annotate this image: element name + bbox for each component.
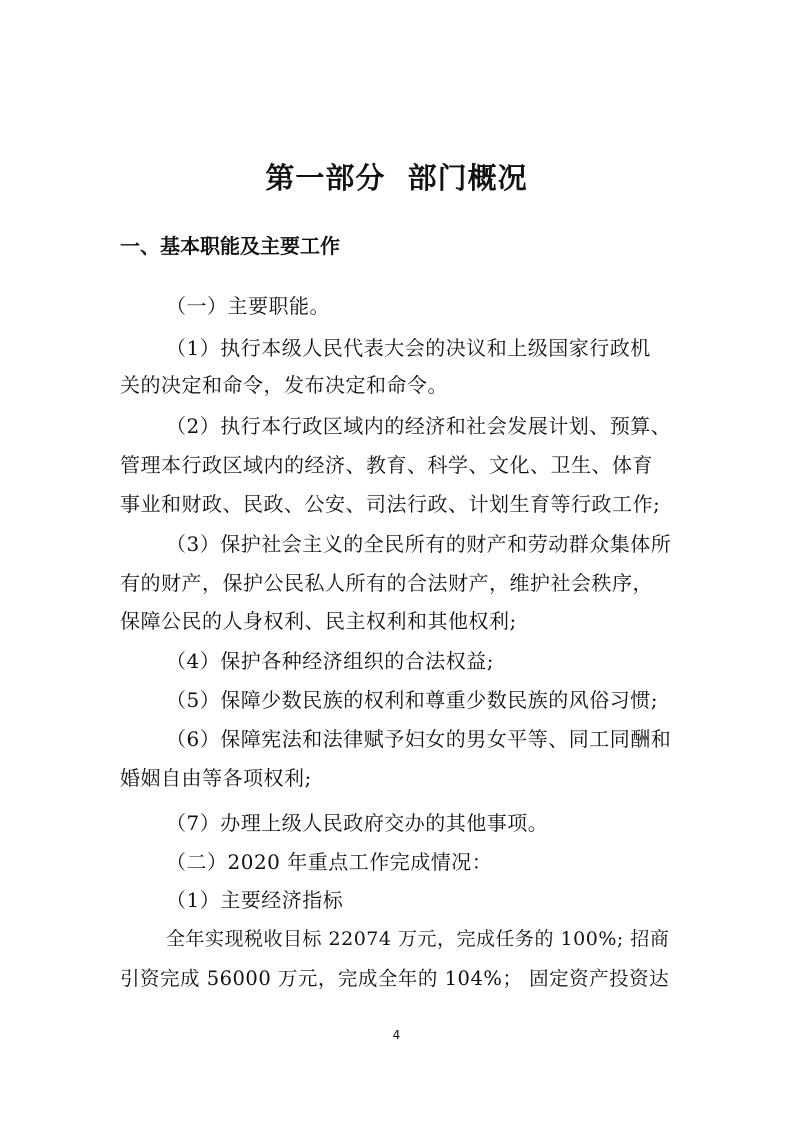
paragraph-line: （6）保障宪法和法律赋予妇女的男女平等、同工同酬和 bbox=[166, 727, 672, 751]
paragraph-line: （1）执行本级人民代表大会的决议和上级国家行政机 bbox=[166, 336, 651, 360]
paragraph-line: 婚姻自由等各项权利; bbox=[120, 766, 312, 790]
paragraph-line: （3）保护社会主义的全民所有的财产和劳动群众集体所 bbox=[166, 532, 672, 556]
paragraph-line: 关的决定和命令，发布决定和命令。 bbox=[120, 373, 448, 397]
paragraph-line: 引资完成 56000 万元，完成全年的 104%； 固定资产投资达 bbox=[120, 967, 670, 990]
paragraph-line: 保障公民的人身权利、民主权利和其他权利; bbox=[120, 609, 517, 633]
paragraph-line: （7）办理上级人民政府交办的其他事项。 bbox=[166, 811, 549, 835]
page-title: 第一部分 部门概况 bbox=[265, 161, 528, 195]
paragraph-line: 管理本行政区域内的经济、教育、科学、文化、卫生、体育 bbox=[120, 453, 653, 477]
section-heading: 一、基本职能及主要工作 bbox=[120, 234, 340, 258]
paragraph-line: （5）保障少数民族的权利和尊重少数民族的风俗习惯; bbox=[166, 688, 658, 712]
paragraph-line: （2）执行本行政区域内的经济和社会发展计划、预算、 bbox=[166, 414, 672, 438]
paragraph-line: 事业和财政、民政、公安、司法行政、计划生育等行政工作; bbox=[120, 492, 661, 516]
subsection-heading-work: （二）2020 年重点工作完成情况： bbox=[166, 850, 493, 874]
subsection-heading-duties: （一）主要职能。 bbox=[166, 294, 330, 318]
paragraph-line: 有的财产，保护公民私人所有的合法财产，维护社会秩序， bbox=[120, 571, 653, 595]
paragraph-line: （1）主要经济指标 bbox=[166, 888, 344, 912]
paragraph-line: （4）保护各种经济组织的合法权益; bbox=[166, 649, 494, 673]
page-number: 4 bbox=[392, 1028, 401, 1042]
paragraph-line: 全年实现税收目标 22074 万元，完成任务的 100%; 招商 bbox=[166, 928, 670, 950]
